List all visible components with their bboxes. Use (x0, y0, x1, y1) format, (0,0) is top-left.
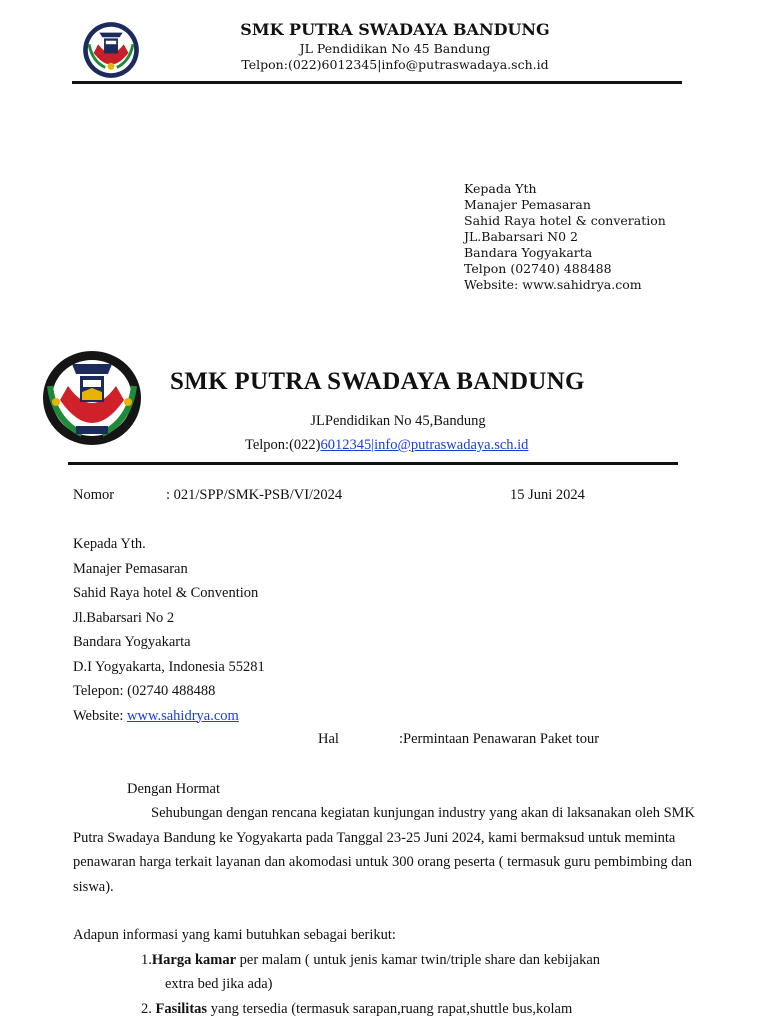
item1-text: per malam ( untuk jenis kamar twin/triple share dan kebijakan (236, 952, 601, 968)
item2-text: yang tersedia (termasuk sarapan,ruang rapat,shuttle bus,kolam (207, 1001, 573, 1017)
recipient1-line: JL.Babarsari N0 2 (464, 229, 578, 244)
recipient1-line: Kepada Yth (464, 181, 537, 196)
body-paragraph (73, 801, 713, 899)
paragraph-line: Putra Swadaya Bandung ke Yogyakarta pada Tanggal 23-25 Juni 2024, kami bermaksud untuk meminta (73, 829, 676, 846)
recipient1-line: Website: www.sahidrya.com (464, 277, 642, 292)
hal-label: Hal (318, 731, 339, 747)
recipient-line: Jl.Babarsari No 2 (73, 609, 175, 626)
recipient-line: D.I Yogyakarta, Indonesia 55281 (73, 658, 265, 675)
recipient-line: Manajer Pemasaran (73, 560, 188, 577)
list-item-2 (141, 997, 572, 1022)
recipient-line: Kepada Yth. (73, 536, 146, 552)
recipient-line: Sahid Raya hotel & Convention (73, 585, 259, 601)
greeting: Dengan Hormat (127, 781, 221, 797)
list-item-1 (141, 948, 600, 973)
recipient1-line: Sahid Raya hotel & converation (464, 213, 666, 228)
item1-number: 1. (141, 952, 152, 968)
header1-address: JL Pendidikan No 45 Bandung (299, 41, 491, 56)
paragraph-line: penawaran harga terkait layanan dan akomodasi untuk 300 orang peserta ( termasuk guru pembimbing dan (73, 854, 693, 870)
website-link[interactable]: www.sahidrya.com (127, 707, 239, 724)
school-logo-large (42, 350, 142, 446)
recipient1-line: Telpon (02740) 488488 (464, 261, 612, 276)
paragraph-line: Sehubungan dengan rencana kegiatan kunjungan industry yang akan di laksanakan oleh SMK (151, 805, 696, 821)
header1-school-name: SMK PUTRA SWADAYA BANDUNG (240, 20, 550, 39)
header2-address: JLPendidikan No 45,Bandung (310, 413, 486, 429)
paragraph-line: siswa). (73, 878, 114, 895)
recipient-line: Telepon: (02740 488488 (73, 683, 216, 699)
header2-contact-link[interactable]: 6012345|info@putraswadaya.sch.id (320, 437, 529, 453)
list-item-1-continued: extra bed jika ada) (165, 976, 273, 992)
header1-divider (72, 81, 682, 84)
info-intro: Adapun informasi yang kami butuhkan sebagai berikut: (73, 927, 396, 943)
item2-number: 2. (141, 1001, 156, 1017)
header2-phone-prefix: Telpon:(022) (245, 437, 321, 453)
letter-recipient (73, 532, 265, 728)
nomor-value: : 021/SPP/SMK-PSB/VI/2024 (166, 487, 343, 503)
letter-date: 15 Juni 2024 (510, 487, 585, 503)
header1-contact: Telpon:(022)6012345|info@putraswadaya.sch.id (241, 57, 549, 72)
recipient-website (73, 704, 265, 729)
item2-bold: Fasilitas (155, 1001, 208, 1017)
header2-divider (68, 462, 678, 465)
recipient-line: Bandara Yogyakarta (73, 634, 191, 650)
item1-bold: Harga kamar (151, 952, 237, 968)
website-label: Website: (73, 707, 127, 724)
recipient1-line: Bandara Yogyakarta (464, 245, 593, 260)
header2-contact (245, 437, 528, 454)
recipient-block-1 (464, 181, 666, 293)
header2-school-name: SMK PUTRA SWADAYA BANDUNG (170, 368, 585, 395)
recipient1-line: Manajer Pemasaran (464, 197, 591, 212)
hal-value: :Permintaan Penawaran Paket tour (399, 731, 600, 747)
nomor-label: Nomor (73, 487, 115, 503)
